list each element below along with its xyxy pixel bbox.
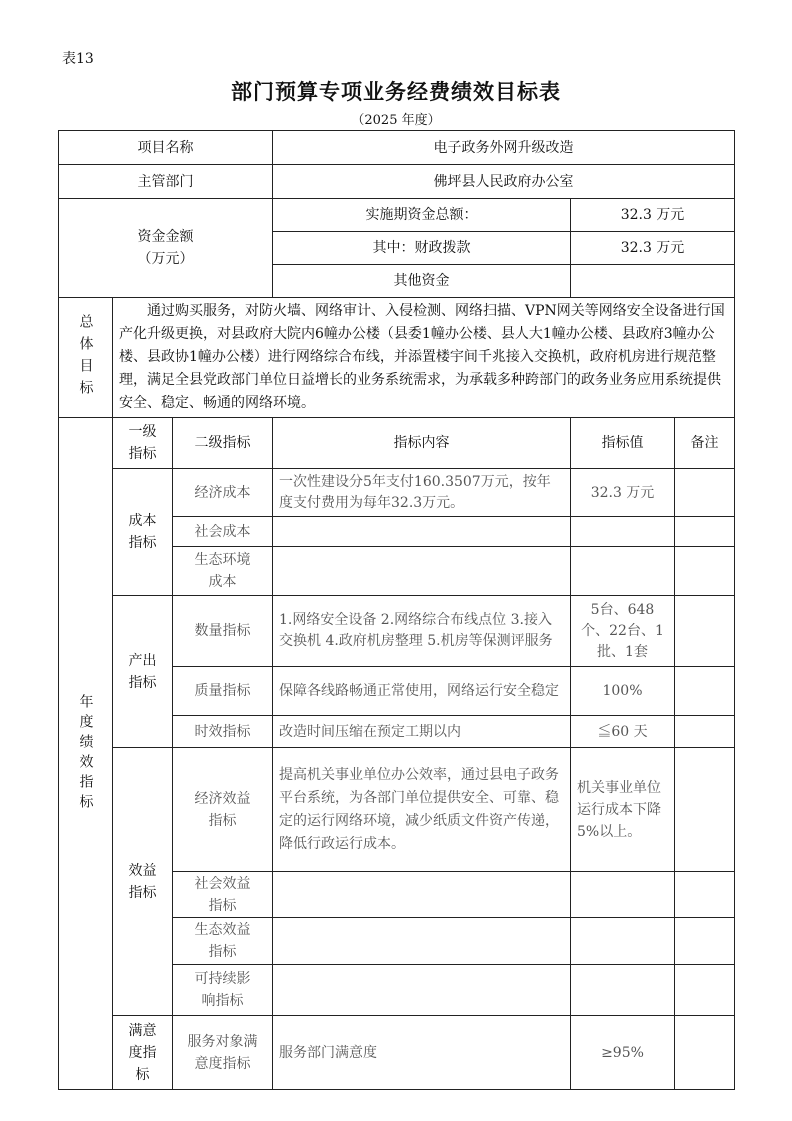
department-row [59, 165, 735, 199]
indicator-value: 32.3 万元 [571, 469, 675, 517]
indicator-name: 可持续影 响指标 [173, 965, 273, 1016]
indicator-name: 社会效益 指标 [173, 872, 273, 918]
indicator-content [273, 918, 571, 965]
project-name-value: 电子政务外网升级改造 [273, 131, 735, 165]
indicator-content: 提高机关事业单位办公效率，通过县电子政务平台系统，为各部门单位提供安全、可靠、稳定的运行网络环境，减少纸质文件资产传递，降低行政运行成本。 [273, 748, 571, 872]
funds-fiscal-label: 其中：财政拨款 [273, 232, 571, 265]
funds-label: 资金金额 （万元） [59, 199, 273, 298]
indicator-note [675, 547, 735, 596]
indicator-content [273, 517, 571, 547]
table-number: 表13 [62, 51, 94, 67]
project-name-label: 项目名称 [59, 131, 273, 165]
performance-table [58, 130, 735, 1090]
department-label: 主管部门 [59, 165, 273, 199]
indicator-note [675, 469, 735, 517]
indicator-value: ≦60 天 [571, 716, 675, 748]
funds-other-label: 其他资金 [273, 265, 571, 298]
indicator-content: 改造时间压缩在预定工期以内 [273, 716, 571, 748]
project-name-row [59, 131, 735, 165]
satisfaction-indicator-label: 满意 度指 标 [113, 1016, 173, 1090]
indicator-value: ≥95% [571, 1016, 675, 1090]
indicator-name: 社会成本 [173, 517, 273, 547]
indicator-name: 服务对象满 意度指标 [173, 1016, 273, 1090]
indicator-value [571, 872, 675, 918]
benefit-indicator-label: 效益 指标 [113, 748, 173, 1016]
indicator-content: 一次性建设分5年支付160.3507万元，按年度支付费用为每年32.3万元。 [273, 469, 571, 517]
department-value: 佛坪县人民政府办公室 [273, 165, 735, 199]
indicator-note [675, 1016, 735, 1090]
header-content: 指标内容 [273, 418, 571, 469]
funds-fiscal-value: 32.3 万元 [571, 232, 735, 265]
indicator-note [675, 667, 735, 716]
funds-total-value: 32.3 万元 [571, 199, 735, 232]
indicator-name: 质量指标 [173, 667, 273, 716]
funds-total-row [59, 199, 735, 232]
indicator-content: 1.网络安全设备 2.网络综合布线点位 3.接入交换机 4.政府机房整理 5.机房等保测评服务 [273, 596, 571, 667]
indicator-note [675, 716, 735, 748]
indicator-content [273, 965, 571, 1016]
output-indicator-label: 产出 指标 [113, 596, 173, 748]
indicator-name: 数量指标 [173, 596, 273, 667]
indicator-note [675, 872, 735, 918]
header-level2: 二级指标 [173, 418, 273, 469]
header-note: 备注 [675, 418, 735, 469]
goal-text: 通过购买服务，对防火墙、网络审计、入侵检测、网络扫描、VPN网关等网络安全设备进行国产化升级更换，对县政府大院内6幢办公楼（县委1幢办公楼、县人大1幢办公楼、县政府3幢办公楼、县政协1幢办公楼）进行网络综合布线，并添置楼宇间千兆接入交换机，政府机房进行规范整理，满足全县党政部门单位日益增长的业务系统需求，为承载多种跨部门的政务业务应用系统提供安全、稳定、畅通的网络环境。 [113, 298, 735, 418]
indicator-value: 100% [571, 667, 675, 716]
indicator-value [571, 965, 675, 1016]
indicator-value: 5台、648个、22台、1批、1套 [571, 596, 675, 667]
indicator-content: 服务部门满意度 [273, 1016, 571, 1090]
indicator-value [571, 547, 675, 596]
indicator-content [273, 547, 571, 596]
header-level1: 一级 指标 [113, 418, 173, 469]
table-row [59, 596, 735, 667]
indicator-header-row [59, 418, 735, 469]
funds-total-label: 实施期资金总额： [273, 199, 571, 232]
header-value: 指标值 [571, 418, 675, 469]
indicator-value: 机关事业单位运行成本下降 5%以上。 [571, 748, 675, 872]
indicator-name: 经济效益 指标 [173, 748, 273, 872]
indicator-note [675, 918, 735, 965]
indicator-name: 生态环境 成本 [173, 547, 273, 596]
indicator-content [273, 872, 571, 918]
indicator-content: 保障各线路畅通正常使用，网络运行安全稳定 [273, 667, 571, 716]
indicator-value [571, 918, 675, 965]
goal-row [59, 298, 735, 418]
indicator-value [571, 517, 675, 547]
indicator-name: 生态效益 指标 [173, 918, 273, 965]
table-row [59, 469, 735, 517]
goal-label: 总体目标 [59, 298, 113, 418]
indicator-name: 时效指标 [173, 716, 273, 748]
indicator-note [675, 748, 735, 872]
table-row [59, 1016, 735, 1090]
indicator-note [675, 965, 735, 1016]
page-title: 部门预算专项业务经费绩效目标表 [231, 79, 561, 104]
annual-indicator-label: 年度绩效指标 [59, 418, 113, 1090]
indicator-name: 经济成本 [173, 469, 273, 517]
indicator-note [675, 596, 735, 667]
indicator-note [675, 517, 735, 547]
cost-indicator-label: 成本 指标 [113, 469, 173, 596]
funds-other-value [571, 265, 735, 298]
fiscal-year: （2025 年度） [351, 113, 441, 128]
table-row [59, 748, 735, 872]
